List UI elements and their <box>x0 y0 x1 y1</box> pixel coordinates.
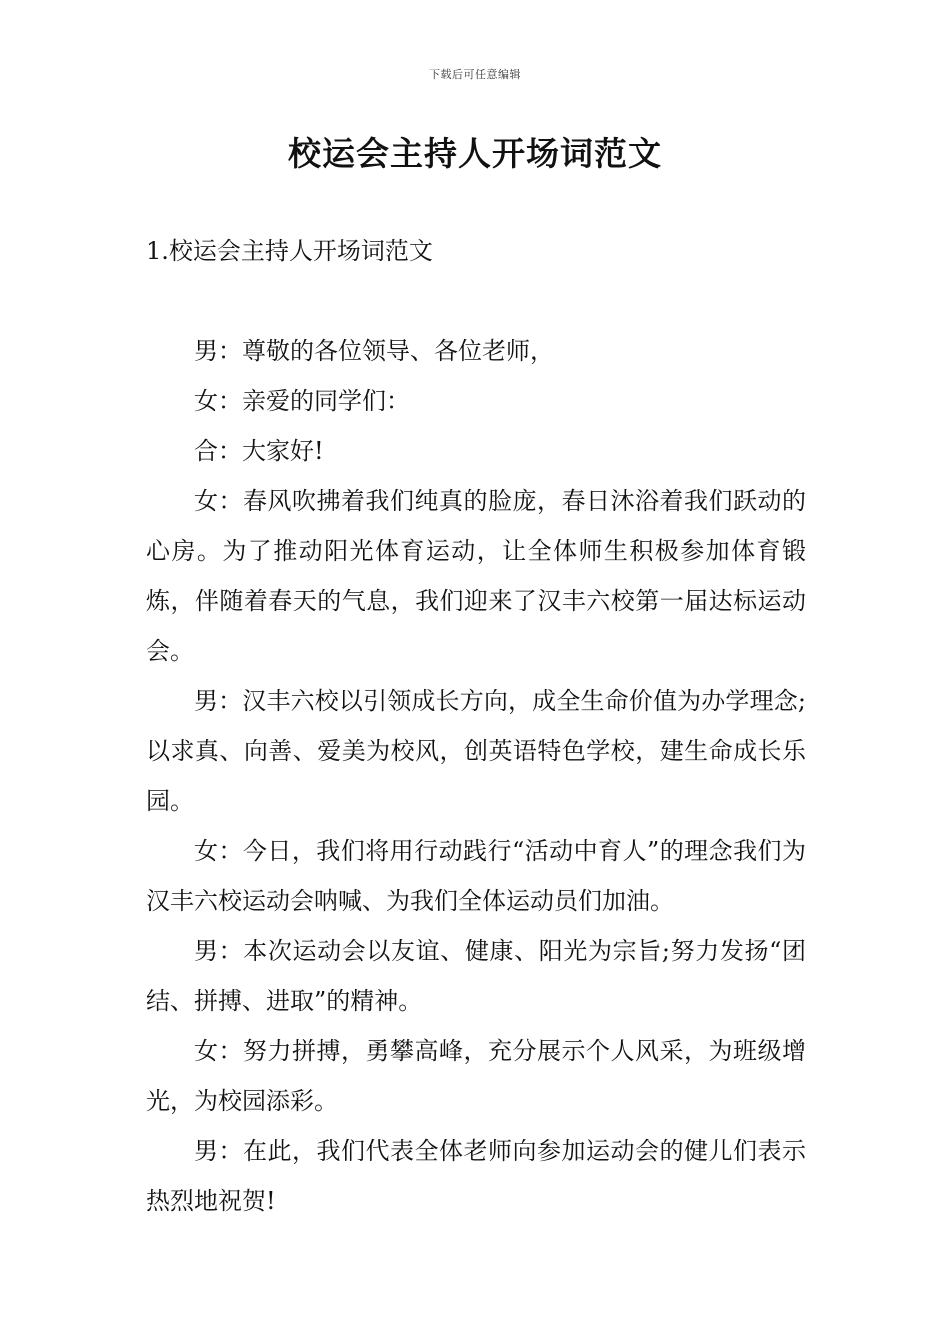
paragraph: 男：汉丰六校以引领成长方向，成全生命价值为办学理念;以求真、向善、爱美为校风，创英语特色学校，建生命成长乐园。 <box>146 687 806 815</box>
paragraph: 女：春风吹拂着我们纯真的脸庞，春日沐浴着我们跃动的心房。为了推动阳光体育运动，让全体师生积极参加体育锻炼，伴随着春天的气息，我们迎来了汉丰六校第一届达标运动会。 <box>146 487 806 665</box>
body-text <box>146 326 806 1226</box>
header-note: 下载后可任意编辑 <box>429 68 521 81</box>
page-title: 校运会主持人开场词范文 <box>288 134 662 173</box>
section-heading: 1.校运会主持人开场词范文 <box>146 237 433 265</box>
paragraph: 男：在此，我们代表全体老师向参加运动会的健儿们表示热烈地祝贺! <box>146 1137 806 1215</box>
paragraph: 女：努力拼搏，勇攀高峰，充分展示个人风采，为班级增光，为校园添彩。 <box>146 1037 806 1115</box>
paragraph: 女：今日，我们将用行动践行“活动中育人”的理念我们为汉丰六校运动会呐喊、为我们全体运动员们加油。 <box>146 837 806 915</box>
paragraph: 合：大家好! <box>194 437 324 465</box>
paragraph: 女：亲爱的同学们： <box>194 387 410 415</box>
paragraph: 男：本次运动会以友谊、健康、阳光为宗旨;努力发扬“团结、拼搏、进取”的精神。 <box>146 937 806 1015</box>
paragraph: 男：尊敬的各位领导、各位老师， <box>194 337 554 365</box>
